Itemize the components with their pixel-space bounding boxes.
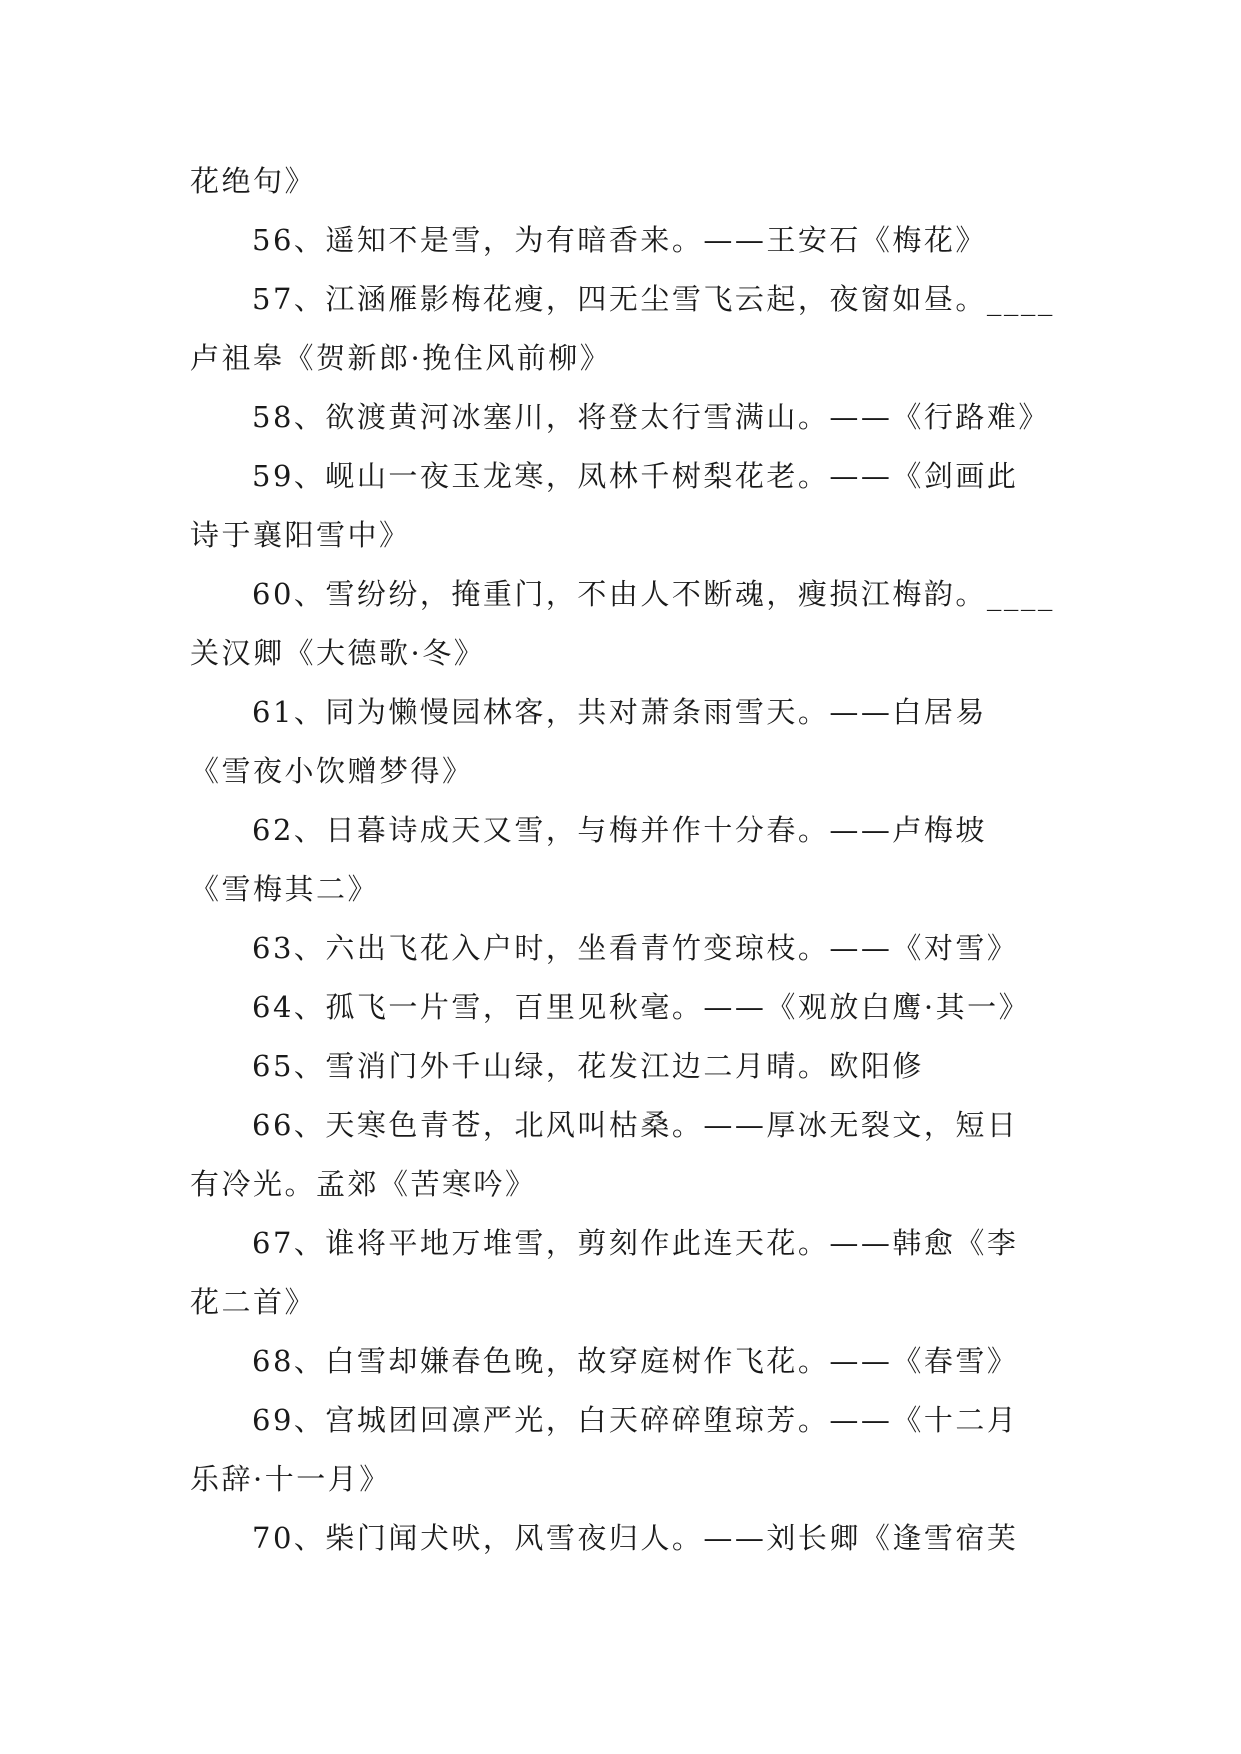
poem-continuation-line: 《雪夜小饮赠梦得》 <box>190 754 474 788</box>
poem-entry-line: 70、柴门闻犬吠，风雪夜归人。——刘长卿《逢雪宿芙 <box>252 1521 1019 1555</box>
poem-continuation-line: 卢祖皋《贺新郎·挽住风前柳》 <box>190 341 612 375</box>
poem-entry-line: 57、江涵雁影梅花瘦，四无尘雪飞云起，夜窗如昼。____ <box>252 282 1055 316</box>
poem-entry-line: 68、白雪却嫌春色晚，故穿庭树作飞花。——《春雪》 <box>252 1344 1019 1378</box>
poem-continuation-line: 诗于襄阳雪中》 <box>190 518 411 552</box>
poem-entry-line: 59、岘山一夜玉龙寒，凤林千树梨花老。——《剑画此 <box>252 459 1019 493</box>
poem-continuation-line: 花绝句》 <box>190 164 317 198</box>
poem-entry-line: 67、谁将平地万堆雪，剪刻作此连天花。——韩愈《李 <box>252 1226 1019 1260</box>
poem-entry-line: 62、日暮诗成天又雪，与梅并作十分春。——卢梅坡 <box>252 813 987 847</box>
poem-continuation-line: 花二首》 <box>190 1285 317 1319</box>
poem-entry-line: 61、同为懒慢园林客，共对萧条雨雪天。——白居易 <box>252 695 987 729</box>
poem-entry-line: 64、孤飞一片雪，百里见秋毫。——《观放白鹰·其一》 <box>252 990 1031 1024</box>
poem-entry-line: 65、雪消门外千山绿，花发江边二月晴。欧阳修 <box>252 1049 924 1083</box>
poem-list <box>190 152 1055 1568</box>
poem-continuation-line: 关汉卿《大德歌·冬》 <box>190 636 486 670</box>
poem-entry-line: 63、六出飞花入户时，坐看青竹变琼枝。——《对雪》 <box>252 931 1019 965</box>
poem-entry-line: 56、遥知不是雪，为有暗香来。——王安石《梅花》 <box>252 223 987 257</box>
poem-entry-line: 66、天寒色青苍，北风叫枯桑。——厚冰无裂文，短日 <box>252 1108 1019 1142</box>
poem-continuation-line: 有冷光。孟郊《苦寒吟》 <box>190 1167 537 1201</box>
poem-entry-line: 69、宫城团回凛严光，白天碎碎堕琼芳。——《十二月 <box>252 1403 1019 1437</box>
poem-entry-line: 58、欲渡黄河冰塞川，将登太行雪满山。——《行路难》 <box>252 400 1050 434</box>
poem-continuation-line: 《雪梅其二》 <box>190 872 380 906</box>
poem-entry-line: 60、雪纷纷，掩重门，不由人不断魂，瘦损江梅韵。____ <box>252 577 1055 611</box>
poem-continuation-line: 乐辞·十一月》 <box>190 1462 391 1496</box>
